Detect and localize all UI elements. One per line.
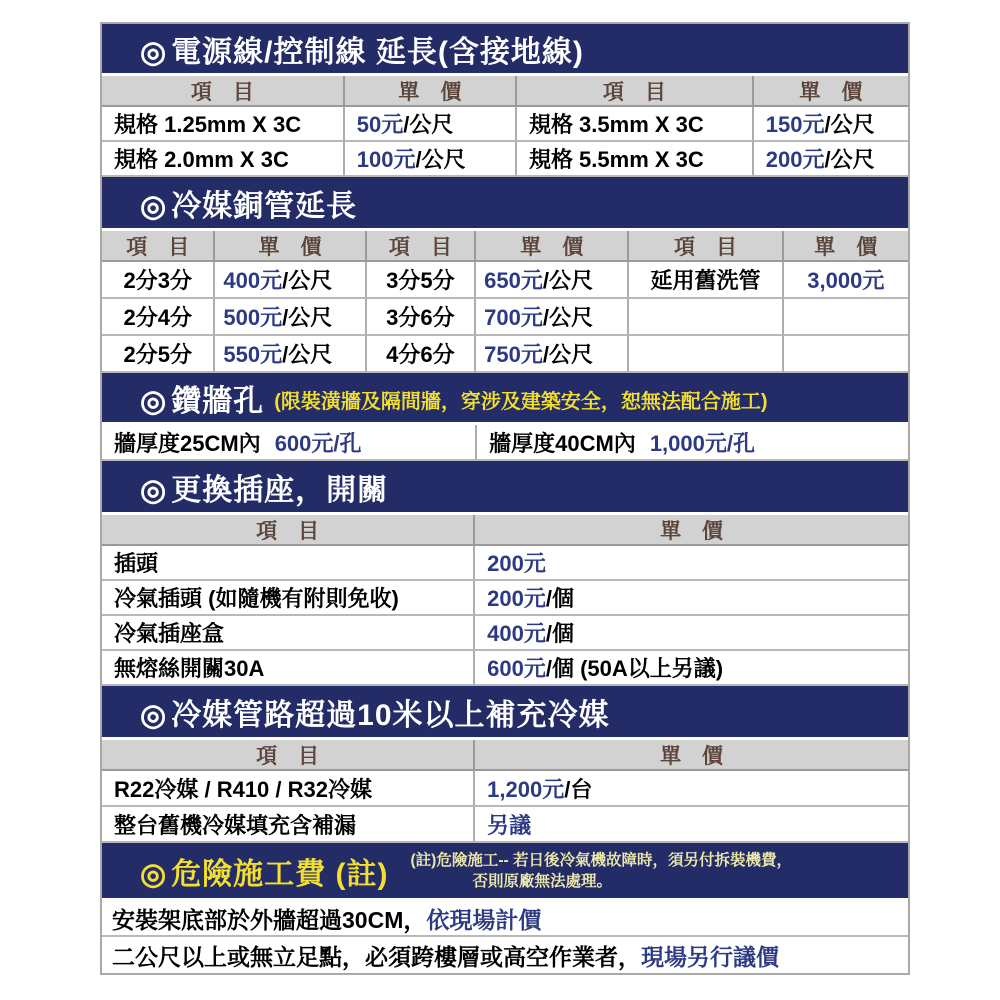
section-title-text: 更換插座，開關 (171, 473, 389, 507)
item-cell (367, 336, 476, 373)
price-value: 依現場計價 (426, 906, 542, 933)
item-cell (367, 262, 476, 299)
price-value: 600元 (487, 656, 546, 681)
bullseye-icon: ◎ (140, 384, 168, 418)
price-value: 現場另行議價 (641, 943, 779, 970)
section-title-text: 危險施工費 (註) (171, 857, 389, 891)
danger-note-line1: (註)危險施工-- 若日後冷氣機故障時，須另付拆裝機費， (410, 851, 792, 869)
column-header: 項 目 (102, 76, 345, 107)
item-label: 3分6分 (386, 305, 455, 330)
price-unit: /公尺 (282, 305, 333, 330)
table-row (102, 107, 908, 142)
price-value: 另議 (487, 812, 532, 838)
section-title-text: 冷媒管路超過10米以上補充冷媒 (171, 698, 610, 732)
item-cell (102, 616, 475, 651)
price-cell (476, 262, 629, 299)
refill-header-row (102, 740, 908, 771)
item-cell (102, 299, 215, 336)
price-cell (476, 299, 629, 336)
item-label: 無熔絲開關30A (114, 656, 265, 681)
price-value: 750元 (484, 342, 543, 367)
table-row (102, 336, 908, 373)
price-cell (475, 616, 908, 651)
price-cell (475, 651, 908, 686)
item-label: 2分4分 (123, 305, 192, 330)
item-label: 整台舊機冷媒填充含補漏 (114, 812, 357, 838)
table-row (102, 937, 908, 973)
price-cell (754, 107, 908, 142)
bullseye-icon: ◎ (140, 189, 168, 223)
item-label: 規格 1.25mm X 3C (114, 112, 302, 137)
price-unit: /公尺 (542, 342, 593, 367)
item-label: 2分5分 (123, 342, 192, 367)
price-cell (345, 107, 517, 142)
item-label: 冷氣插座盒 (114, 621, 225, 646)
section-danger-fee (102, 843, 908, 973)
price-cell (475, 807, 908, 843)
price-unit: /公尺 (282, 268, 333, 293)
bullseye-icon: ◎ (140, 35, 168, 69)
price-value: 700元 (484, 305, 543, 330)
item-cell (102, 807, 475, 843)
item-cell (367, 299, 476, 336)
table-row (102, 807, 908, 843)
drill-price-cell (102, 425, 477, 461)
item-cell (102, 771, 475, 807)
price-value: 1,200元 (487, 776, 565, 802)
section-danger-title (140, 849, 389, 893)
outlet-header-row (102, 515, 908, 546)
bullseye-icon: ◎ (140, 698, 168, 732)
item-label: 3分5分 (386, 268, 455, 293)
section-power-title (140, 27, 584, 71)
table-row (102, 425, 908, 461)
condition-text: 安裝架底部於外牆超過30CM， (112, 906, 427, 933)
section-drill-header (102, 373, 908, 425)
section-refill-header (102, 686, 908, 740)
column-header: 項 目 (102, 740, 475, 771)
price-unit: /個 (50A以上另議) (545, 656, 724, 681)
price-unit: /公尺 (824, 147, 875, 172)
section-title-text: 電源線/控制線 延長(含接地線) (171, 35, 584, 69)
item-label: 2分3分 (123, 268, 192, 293)
column-header: 單 價 (475, 740, 908, 771)
section-title-text: 冷媒銅管延長 (171, 189, 358, 223)
item-cell (102, 336, 215, 373)
item-cell (102, 581, 475, 616)
price-value: 100元 (356, 147, 416, 172)
price-unit: /個 (545, 621, 574, 646)
item-cell (102, 262, 215, 299)
column-header: 項 目 (367, 231, 476, 262)
price-cell (215, 336, 366, 373)
price-value: 500元 (223, 305, 283, 330)
item-cell (517, 142, 754, 177)
price-unit: /個 (545, 586, 574, 611)
price-cell (475, 546, 908, 581)
table-row (102, 546, 908, 581)
column-header: 單 價 (345, 76, 517, 107)
column-header: 項 目 (102, 515, 475, 546)
section-refill-title (140, 690, 610, 734)
price-unit: /公尺 (542, 268, 593, 293)
section-drill-title (140, 376, 264, 420)
price-value: 150元 (765, 112, 825, 137)
price-value: 50元 (356, 112, 404, 137)
item-cell (102, 651, 475, 686)
table-row (102, 262, 908, 299)
price-unit: /台 (564, 776, 593, 802)
danger-note (411, 850, 792, 892)
section-refrigerant-refill (102, 686, 908, 843)
section-copper-title (140, 181, 357, 225)
table-row (102, 616, 908, 651)
item-cell (517, 107, 754, 142)
section-outlet-header (102, 461, 908, 515)
price-unit: /公尺 (824, 112, 875, 137)
section-power-header (102, 24, 908, 76)
section-power-cable (102, 24, 908, 177)
price-value: 600元/孔 (274, 430, 362, 456)
price-sheet (100, 22, 910, 975)
table-row (102, 901, 908, 937)
item-label: 規格 2.0mm X 3C (114, 147, 289, 172)
price-value: 550元 (223, 342, 283, 367)
price-cell (475, 771, 908, 807)
item-label: R22冷媒 / R410 / R32冷媒 (114, 776, 372, 802)
column-header: 單 價 (784, 231, 908, 262)
item-cell (102, 107, 345, 142)
section-title-text: 鑽牆孔 (171, 384, 265, 418)
price-value: 3,000元 (807, 268, 885, 293)
item-cell (629, 262, 783, 299)
item-cell (102, 142, 345, 177)
item-label: 牆厚度40CM內 (489, 430, 636, 456)
item-label: 規格 5.5mm X 3C (528, 147, 704, 172)
drill-restriction-note: (限裝潢牆及隔間牆，穿涉及建築安全，恕無法配合施工) (274, 391, 768, 413)
price-value: 400元 (223, 268, 283, 293)
section-outlet-title (140, 465, 388, 509)
section-danger-header (102, 843, 908, 901)
price-value: 200元 (487, 586, 546, 611)
condition-text: 二公尺以上或無立足點，必須跨樓層或高空作業者， (112, 943, 641, 970)
column-header: 單 價 (754, 76, 908, 107)
bullseye-icon: ◎ (140, 857, 168, 891)
column-header: 項 目 (102, 231, 215, 262)
price-cell (215, 299, 366, 336)
power-header-row (102, 76, 908, 107)
column-header: 單 價 (475, 515, 908, 546)
item-cell (629, 299, 783, 336)
item-label: 冷氣插頭 (如隨機有附則免收) (114, 586, 399, 611)
price-unit: /公尺 (415, 147, 466, 172)
price-value: 1,000元/孔 (649, 430, 755, 456)
table-row (102, 651, 908, 686)
column-header: 單 價 (476, 231, 629, 262)
danger-note-line2: 否則原廠無法處理。 (472, 872, 613, 890)
item-label: 4分6分 (386, 342, 455, 367)
table-row (102, 142, 908, 177)
column-header: 項 目 (517, 76, 754, 107)
item-label: 規格 3.5mm X 3C (528, 112, 704, 137)
copper-header-row (102, 231, 908, 262)
item-cell (629, 336, 783, 373)
price-value: 650元 (484, 268, 543, 293)
price-cell (215, 262, 366, 299)
bullseye-icon: ◎ (140, 473, 168, 507)
table-row (102, 299, 908, 336)
price-unit: /公尺 (403, 112, 454, 137)
item-label: 牆厚度25CM內 (114, 430, 261, 456)
drill-price-cell (477, 425, 908, 461)
price-value: 200元 (487, 551, 546, 576)
price-unit: /公尺 (542, 305, 593, 330)
item-label: 延用舊洗管 (650, 268, 761, 293)
section-copper-pipe (102, 177, 908, 373)
column-header: 項 目 (629, 231, 783, 262)
section-copper-header (102, 177, 908, 231)
section-wall-drilling (102, 373, 908, 461)
item-label: 插頭 (114, 551, 159, 576)
column-header: 單 價 (215, 231, 366, 262)
item-cell (102, 546, 475, 581)
price-cell (784, 262, 908, 299)
price-value: 200元 (765, 147, 825, 172)
table-row (102, 581, 908, 616)
table-row (102, 771, 908, 807)
section-outlet-switch (102, 461, 908, 686)
price-cell (784, 299, 908, 336)
price-value: 400元 (487, 621, 546, 646)
price-cell (345, 142, 517, 177)
price-cell (476, 336, 629, 373)
price-cell (784, 336, 908, 373)
price-unit: /公尺 (282, 342, 333, 367)
price-cell (754, 142, 908, 177)
price-cell (475, 581, 908, 616)
